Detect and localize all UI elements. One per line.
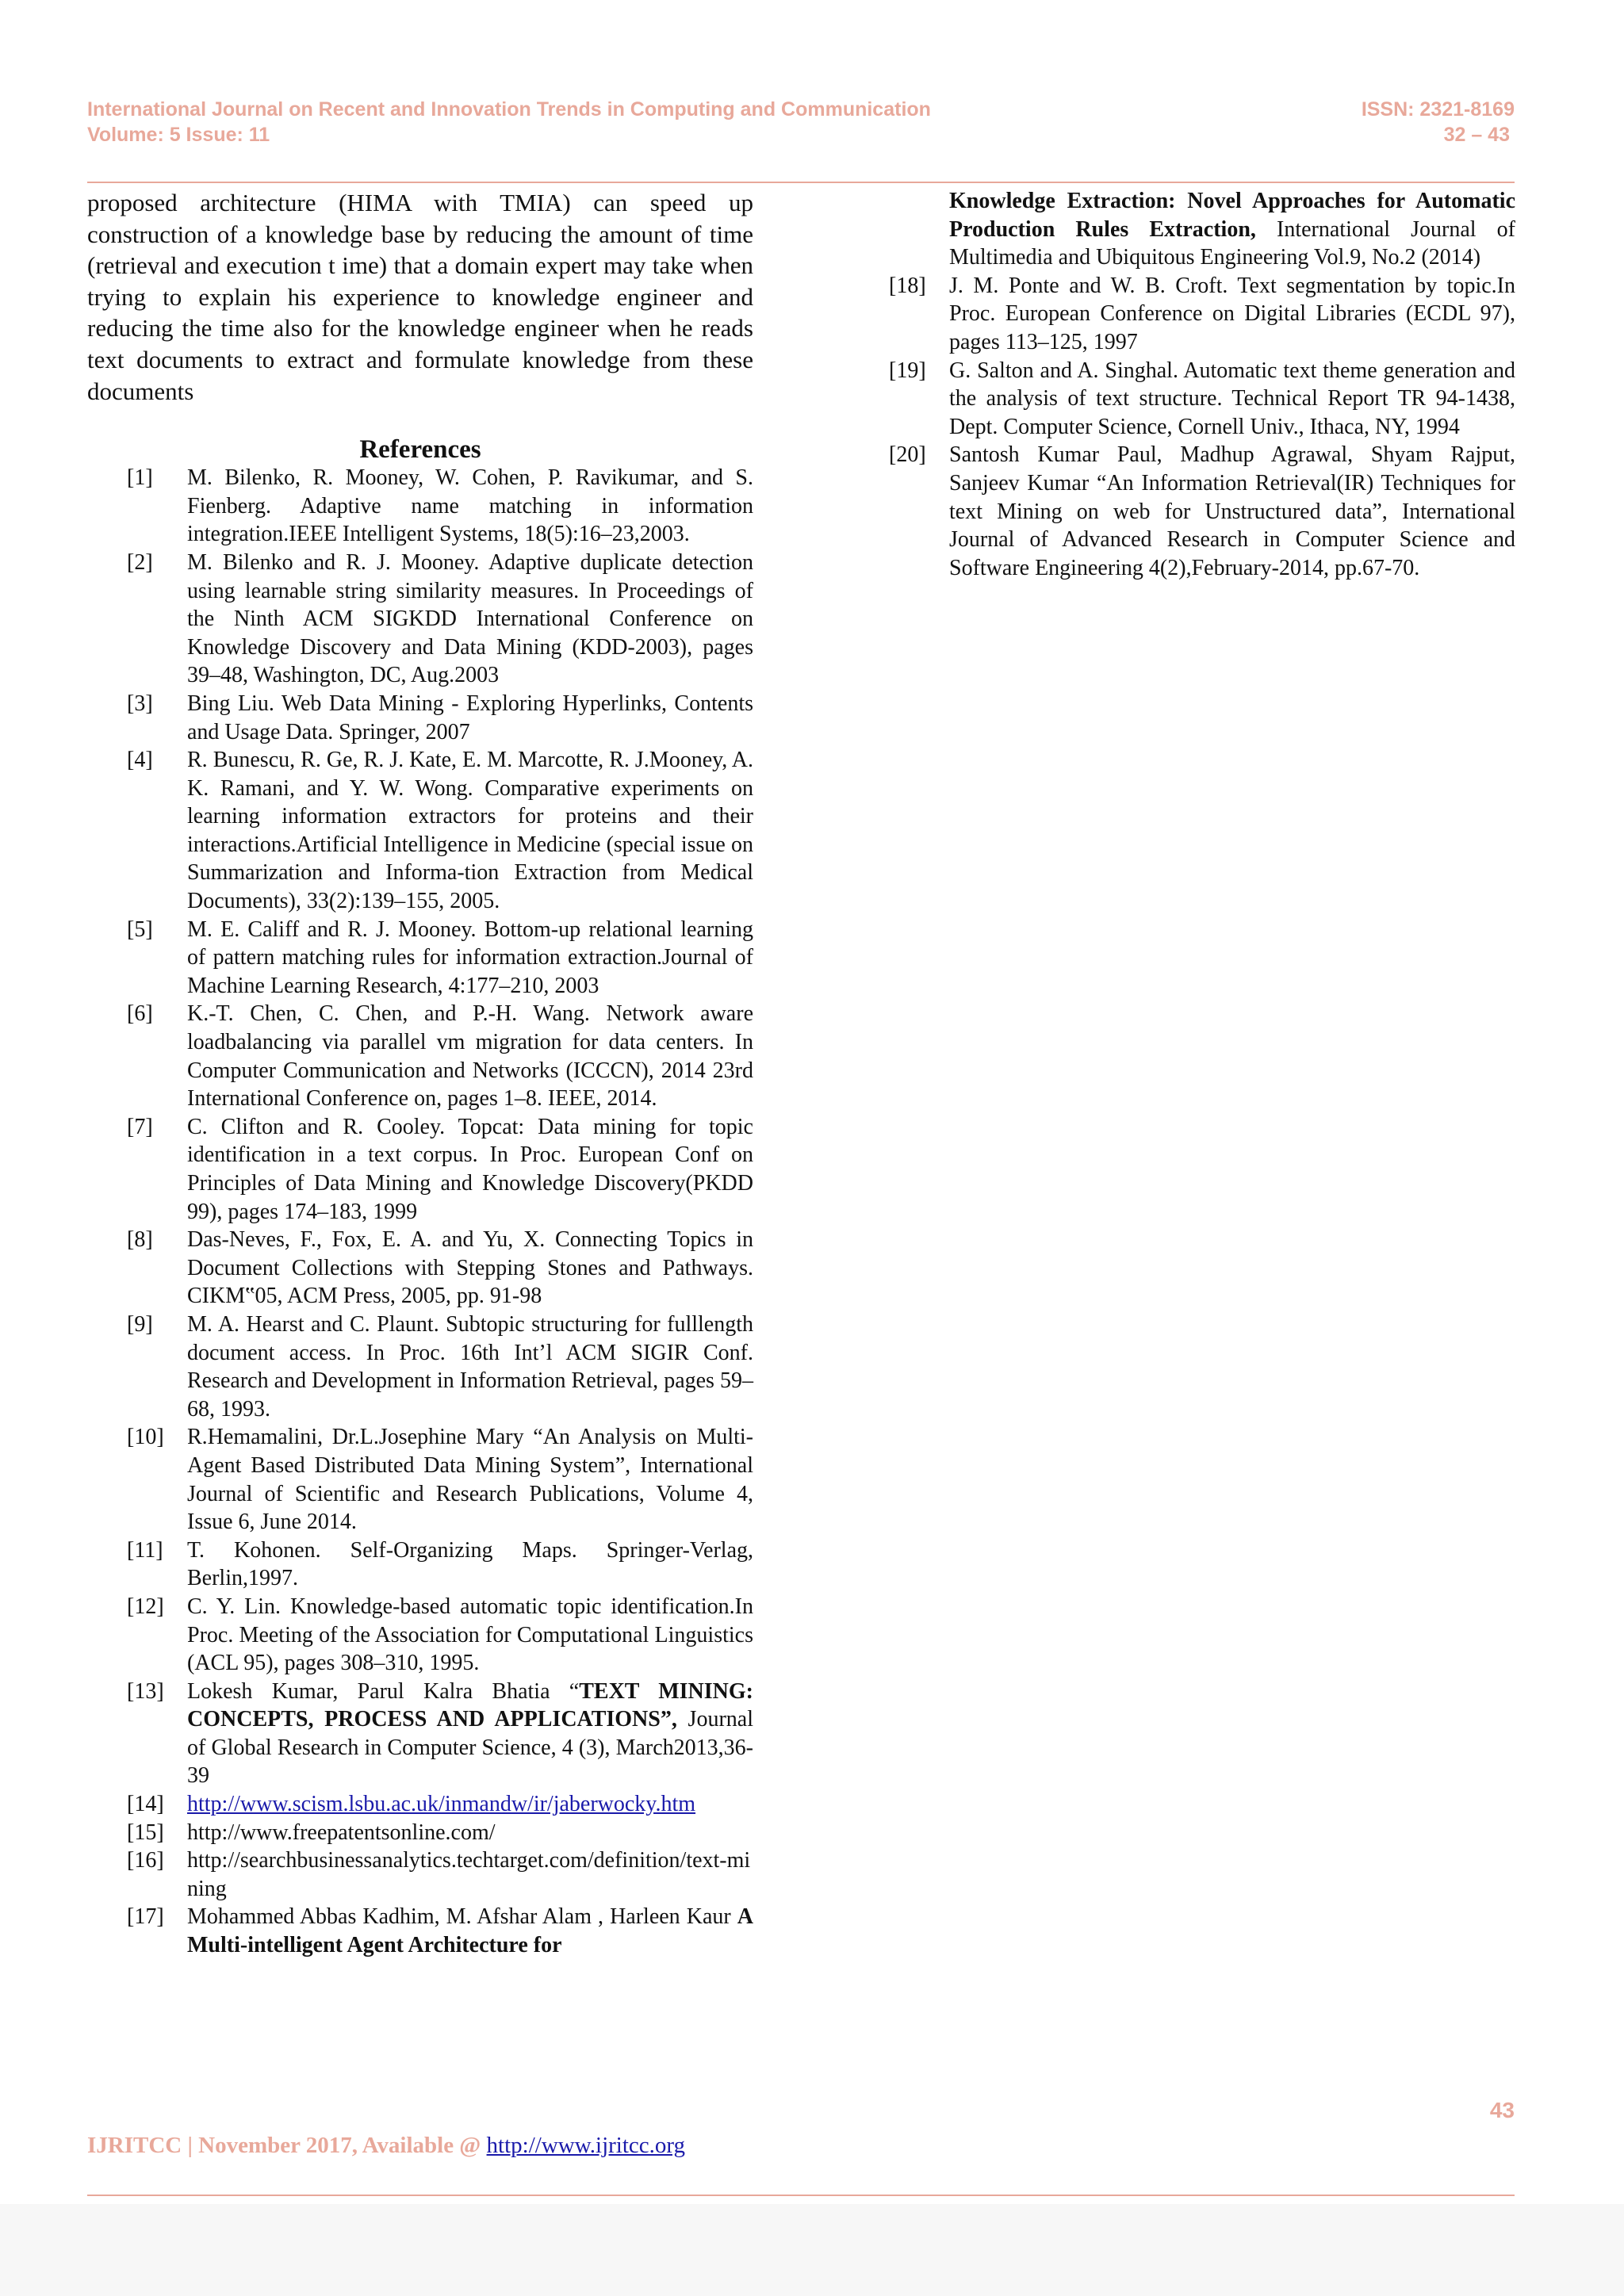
reference-text: http://www.freepatentsonline.com/ <box>187 1820 496 1845</box>
footer-link[interactable]: http://www.ijritcc.org <box>486 2133 686 2158</box>
reference-number: [20] <box>889 442 926 468</box>
reference-item <box>127 1113 753 1226</box>
reference-text: C. Y. Lin. Knowledge-based automatic topic identification.In Proc. Meeting of the Association for Computational Linguistics (ACL 95), pages 308–310, 1995. <box>187 1594 753 1676</box>
reference-item <box>127 1593 753 1678</box>
reference-number: [12] <box>127 1594 164 1619</box>
reference-text: R.Hemamalini, Dr.L.Josephine Mary “An Analysis on Multi-Agent Based Distributed Data Mining System”, International Journal of Scientific and Research Publications, Volume 4, Issue 6, June 2014. <box>187 1425 753 1535</box>
reference-item <box>127 916 753 1001</box>
reference-number: [4] <box>127 748 153 773</box>
page-range: 32 – 43 <box>1443 124 1510 146</box>
journal-title: International Journal on Recent and Innovation Trends in Computing and Communication <box>87 98 931 121</box>
reference-text: Bing Liu. Web Data Mining - Exploring Hyperlinks, Contents and Usage Data. Springer, 2007 <box>187 691 753 744</box>
reference-item <box>127 746 753 916</box>
page-bottom-margin <box>0 2204 1624 2296</box>
reference-text: K.-T. Chen, C. Chen, and P.-H. Wang. Network aware loadbalancing via parallel vm migration for data centers. In Computer Communication and Networks (ICCCN), 2014 23rd International Conference on, pages 1–8. IEEE, 2014. <box>187 1001 753 1112</box>
issn: ISSN: 2321-8169 <box>1361 98 1515 121</box>
reference-text: Santosh Kumar Paul, Madhup Agrawal, Shyam Rajput, Sanjeev Kumar “An Information Retrieval(IR) Techniques for text Mining on web for Unstructured data”, International Journal of Advanced Research in Computer Science and Software Engineering 4(2),February-2014, pp.67-70. <box>949 442 1515 580</box>
reference-item <box>127 1536 753 1593</box>
reference-text: M. E. Califf and R. J. Mooney. Bottom-up relational learning of pattern matching rules for information extraction.Journal of Machine Learning Research, 4:177–210, 2003 <box>187 916 753 998</box>
reference-number: [2] <box>127 549 153 575</box>
reference-item <box>889 441 1515 582</box>
reference-text-pre: Lokesh Kumar, Parul Kalra Bhatia “ <box>187 1678 580 1704</box>
reference-text: Das-Neves, F., Fox, E. A. and Yu, X. Connecting Topics in Document Collections with Stepping Stones and Pathways. CIKM‟05, ACM Press, 2005, pp. 91-98 <box>187 1227 753 1309</box>
reference-number: [3] <box>127 691 153 716</box>
page-footer <box>87 2133 685 2159</box>
reference-item <box>127 1790 753 1819</box>
reference-17-continuation <box>889 187 1515 272</box>
reference-item <box>127 549 753 690</box>
reference-number: [17] <box>127 1904 164 1930</box>
reference-number: [13] <box>127 1678 164 1704</box>
reference-number: [10] <box>127 1425 164 1450</box>
reference-item <box>127 1678 753 1790</box>
reference-number: [14] <box>127 1792 164 1817</box>
header-rule <box>87 182 1515 183</box>
reference-text: M. Bilenko and R. J. Mooney. Adaptive duplicate detection using learnable string similarity measures. In Proceedings of the Ninth ACM SIGKDD International Conference on Knowledge Discovery and Data Mining (KDD-2003), pages 39–48, Washington, DC, Aug.2003 <box>187 549 753 688</box>
reference-item <box>127 1903 753 1959</box>
reference-text: R. Bunescu, R. Ge, R. J. Kate, E. M. Marcotte, R. J.Mooney, A. K. Ramani, and Y. W. Wong. Comparative experiments on learning information extractors for proteins and their interactions.Artificial Intelligence in Medicine (special issue on Summarization and Informa-tion Extraction from Medical Documents), 33(2):139–155, 2005. <box>187 748 753 914</box>
body-paragraph: proposed architecture (HIMA with TMIA) can speed up construction of a knowledge base by reducing the amount of time (retrieval and execution t ime) that a domain expert may take when trying to explain his experience to knowledge engineer and reducing the time also for the knowledge engineer when he reads text documents to extract and formulate knowledge from these documents <box>87 189 753 405</box>
left-column <box>87 187 753 1960</box>
reference-text: J. M. Ponte and W. B. Croft. Text segmentation by topic.In Proc. European Conference on Digital Libraries (ECDL 97), pages 113–125, 1997 <box>949 273 1515 354</box>
reference-text-pre: Mohammed Abbas Kadhim, M. Afshar Alam , Harleen Kaur <box>187 1904 737 1930</box>
reference-item <box>889 357 1515 442</box>
reference-item <box>127 1819 753 1847</box>
reference-text-post: Journal of Global Research in Computer Science, 4 (3), March2013,36-39 <box>187 1707 753 1789</box>
reference-number: [9] <box>127 1311 153 1337</box>
reference-number: [18] <box>889 273 926 298</box>
reference-number: [5] <box>127 916 153 942</box>
reference-title-bold: A Multi-intelligent Agent Architecture for <box>187 1904 753 1958</box>
reference-number: [8] <box>127 1227 153 1253</box>
reference-text: M. Bilenko, R. Mooney, W. Cohen, P. Ravikumar, and S. Fienberg. Adaptive name matching in information integration.IEEE Intelligent Systems, 18(5):16–23,2003. <box>187 465 753 547</box>
page-number: 43 <box>1489 2098 1515 2122</box>
reference-number: [1] <box>127 465 153 491</box>
references-heading: References <box>359 435 481 465</box>
reference-title-bold: TEXT MINING: CONCEPTS, PROCESS AND APPLICATIONS”, <box>187 1678 753 1732</box>
running-header-bottom <box>87 124 1515 147</box>
reference-text: G. Salton and A. Singhal. Automatic text theme generation and the analysis of text structure. Technical Report TR 94-1438, Dept. Computer Science, Cornell Univ., Ithaca, NY, 1994 <box>949 358 1515 439</box>
reference-number: [15] <box>127 1820 164 1845</box>
reference-number: [19] <box>889 358 926 383</box>
reference-item <box>127 690 753 746</box>
reference-item <box>127 1226 753 1311</box>
reference-text: M. A. Hearst and C. Plaunt. Subtopic structuring for fulllength document access. In Proc. 16th Int’l ACM SIGIR Conf. Research and Development in Information Retrieval, pages 59–68, 1993. <box>187 1311 753 1422</box>
footer-text: IJRITCC | November 2017, Available @ <box>87 2133 487 2158</box>
reference-number: [11] <box>127 1537 163 1563</box>
reference-number: [6] <box>127 1001 153 1027</box>
reference-item <box>889 272 1515 357</box>
running-header-top <box>87 98 1515 121</box>
reference-item <box>127 1000 753 1112</box>
reference-text: http://searchbusinessanalytics.techtarget.com/definition/text-mining <box>187 1848 751 1901</box>
volume-issue: Volume: 5 Issue: 11 <box>87 124 270 146</box>
reference-number: [16] <box>127 1848 164 1873</box>
reference-list <box>127 464 753 1959</box>
reference-text: C. Clifton and R. Cooley. Topcat: Data mining for topic identification in a text corpus. In Proc. European Conf on Principles of Data Mining and Knowledge Discovery(PKDD 99), pages 174–183, 1999 <box>187 1114 753 1224</box>
footer-rule <box>87 2195 1515 2196</box>
reference-item <box>127 1311 753 1423</box>
reference-text: T. Kohonen. Self-Organizing Maps. Springer-Verlag, Berlin,1997. <box>187 1537 753 1591</box>
reference-text-post: International Journal of Multimedia and Ubiquitous Engineering Vol.9, No.2 (2014) <box>949 216 1515 270</box>
right-column <box>889 187 1515 582</box>
reference-item <box>127 464 753 549</box>
reference-link[interactable]: http://www.scism.lsbu.ac.uk/inmandw/ir/jaberwocky.htm <box>187 1792 696 1817</box>
reference-title-bold: Knowledge Extraction: Novel Approaches for Automatic Production Rules Extraction, <box>949 189 1515 242</box>
reference-item <box>127 1846 753 1903</box>
reference-number: [7] <box>127 1114 153 1139</box>
reference-item <box>127 1423 753 1536</box>
